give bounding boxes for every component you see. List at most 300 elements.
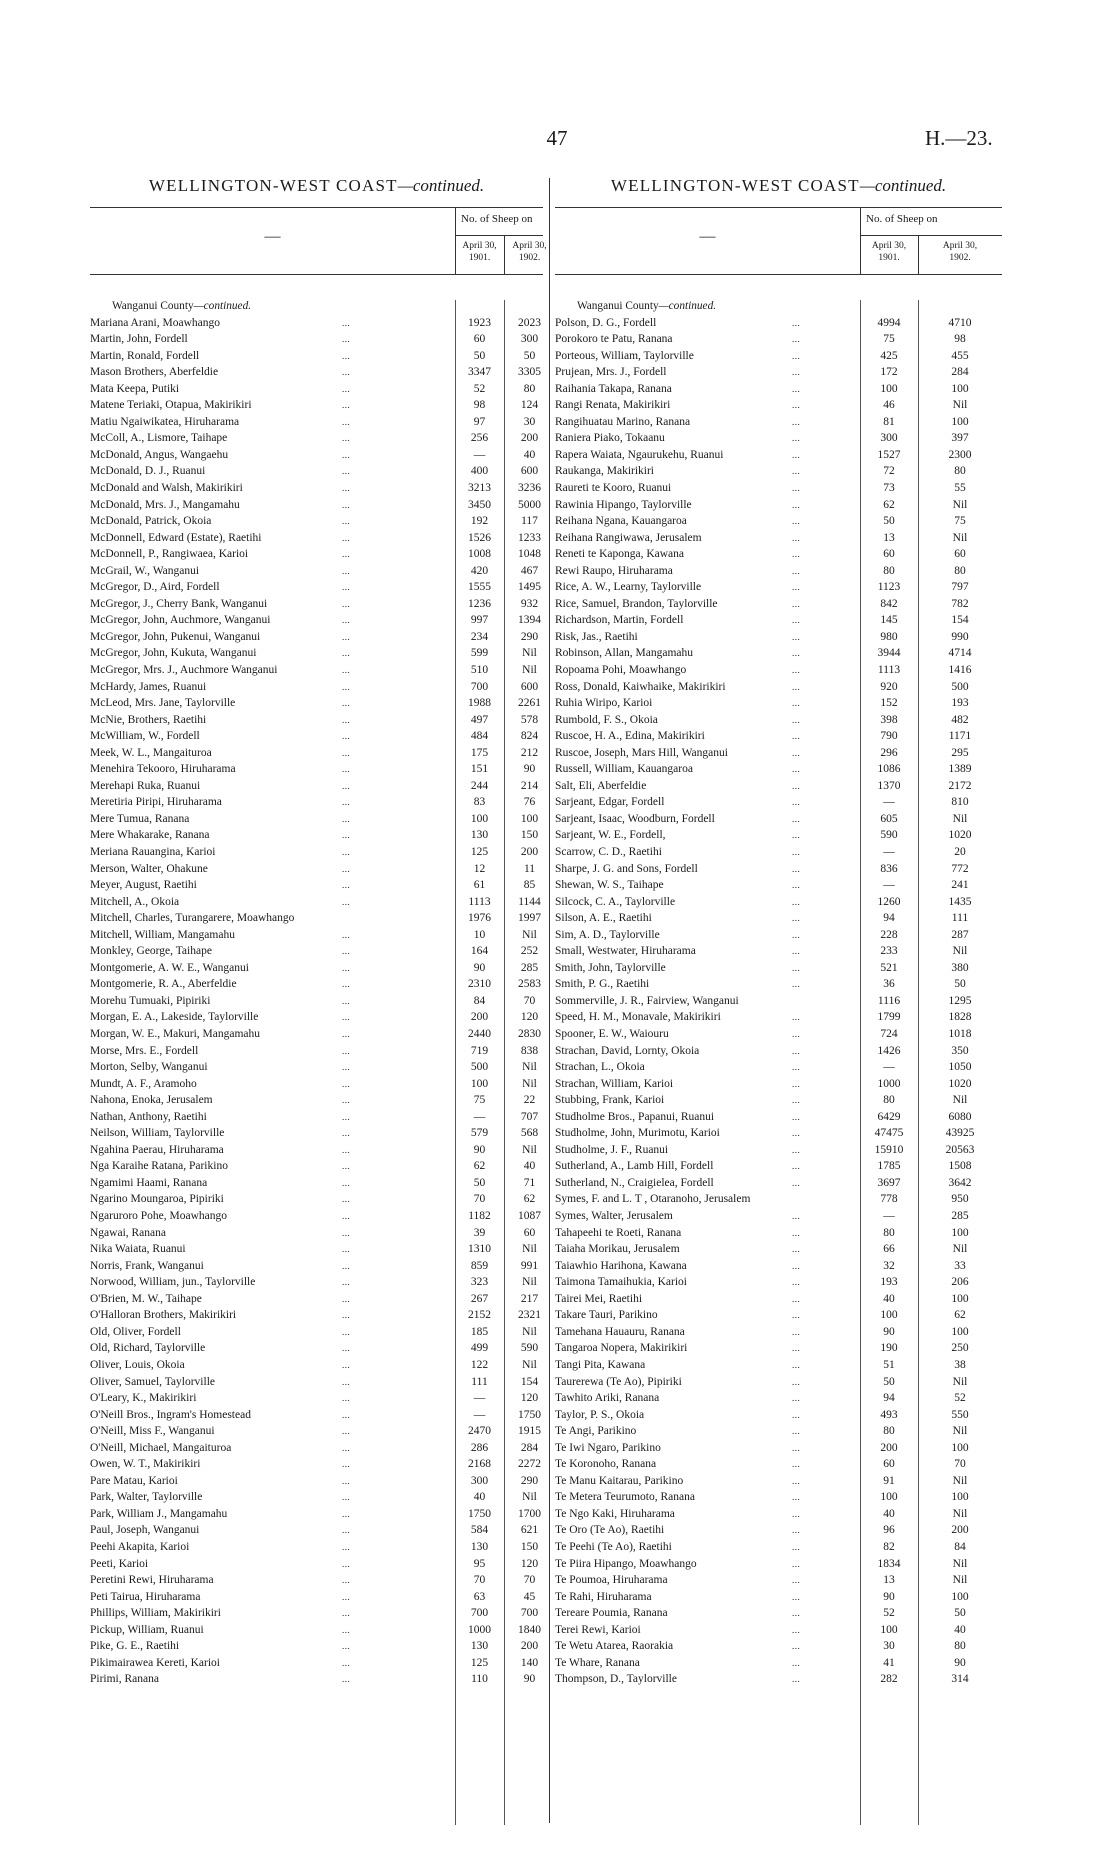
leader-dots: ... <box>342 1128 351 1139</box>
owner-name: Rumbold, F. S., Okoia <box>555 713 658 726</box>
leader-dots: ... <box>792 317 801 328</box>
owner-name: McGregor, D., Aird, Fordell <box>90 581 220 594</box>
owner-name: Rangihuatau Marino, Ranana <box>555 415 691 428</box>
table-row <box>90 463 543 480</box>
sheep-1901: 66 <box>883 1243 895 1256</box>
owner-name: McHardy, James, Ruanui <box>90 680 207 693</box>
sheep-1902: 40 <box>523 1160 536 1173</box>
sheep-1902: 70 <box>954 1458 966 1471</box>
leader-dots: ... <box>792 863 801 874</box>
table-row <box>90 364 543 381</box>
owner-name: Old, Richard, Taylorville <box>90 1342 206 1355</box>
sheep-1902: 1295 <box>948 994 972 1007</box>
sheep-1902: 397 <box>951 432 969 445</box>
leader-dots: ... <box>792 400 801 411</box>
sheep-1902: 200 <box>520 846 539 858</box>
sheep-count-header: No. of Sheep on <box>866 213 938 225</box>
owner-name: McGregor, John, Kukuta, Wanganui <box>90 647 257 660</box>
table-row <box>555 1671 1002 1688</box>
owner-name: Peti Tairua, Hiruharama <box>90 1590 201 1603</box>
sheep-1901: 39 <box>473 1226 486 1239</box>
table-row <box>90 1125 543 1142</box>
sheep-1902: 578 <box>520 713 539 726</box>
sheep-1901: 920 <box>880 680 898 693</box>
leader-dots: ... <box>792 764 801 775</box>
owner-name: Norris, Frank, Wanganui <box>90 1259 204 1272</box>
table-row <box>90 480 543 497</box>
leader-dots: ... <box>792 664 801 675</box>
table-row <box>90 1175 543 1192</box>
leader-dots: ... <box>792 698 801 709</box>
leader-dots: ... <box>342 631 351 642</box>
table-row <box>90 811 543 828</box>
leader-dots: ... <box>792 383 801 394</box>
leader-dots: ... <box>792 433 801 444</box>
table-row <box>555 447 1002 464</box>
sheep-header-rule <box>455 235 543 236</box>
sheep-1902: 71 <box>523 1176 536 1189</box>
table-row <box>90 1423 543 1440</box>
table-row <box>90 1622 543 1639</box>
sheep-1901: 1976 <box>468 912 491 925</box>
owner-name: Rangi Renata, Makirikiri <box>555 399 671 412</box>
owner-name: Smith, P. G., Raetihi <box>555 978 650 991</box>
sheep-1901: 130 <box>470 1640 489 1653</box>
sheep-1901: 164 <box>470 945 489 958</box>
sheep-1902: 120 <box>520 1011 539 1024</box>
owner-name: Te Oro (Te Ao), Raetihi <box>555 1524 665 1537</box>
table-row <box>90 397 543 414</box>
sheep-1902: 455 <box>951 349 969 362</box>
sheep-1901: — <box>883 879 895 892</box>
sheep-1901: 90 <box>473 961 486 974</box>
owner-name: Silcock, C. A., Taylorville <box>555 895 676 908</box>
sheep-1901: 1008 <box>468 548 491 561</box>
table-row <box>555 1208 1002 1225</box>
leader-dots: ... <box>342 1591 351 1602</box>
owner-name: Taiaha Morikau, Jerusalem <box>555 1243 680 1256</box>
owner-name: Small, Westwater, Hiruharama <box>555 945 696 958</box>
leader-dots: ... <box>792 1227 801 1238</box>
sheep-1901: 700 <box>470 1607 489 1620</box>
sheep-1902: 100 <box>951 415 969 428</box>
leader-dots: ... <box>792 1144 801 1155</box>
leader-dots: ... <box>342 1376 351 1387</box>
sheep-1902: 838 <box>520 1044 539 1057</box>
table-row <box>555 331 1002 348</box>
sheep-1901: 32 <box>883 1259 895 1272</box>
sheep-1902: 100 <box>951 382 969 395</box>
sheep-1901: 193 <box>880 1276 898 1289</box>
date-header-1902 <box>918 240 1002 264</box>
sheep-1902: 1144 <box>518 895 541 908</box>
table-row <box>90 761 543 778</box>
table-row <box>555 811 1002 828</box>
sheep-1901: 590 <box>880 829 898 842</box>
sheep-1901: 1113 <box>877 663 901 676</box>
date-header-1901 <box>860 240 918 264</box>
owner-name: Ross, Donald, Kaiwhaike, Makirikiri <box>555 680 726 693</box>
sheep-1902: 1020 <box>948 1077 972 1090</box>
table-row <box>90 1522 543 1539</box>
sheep-1901: 75 <box>473 1094 486 1107</box>
sheep-1901: 63 <box>473 1590 486 1603</box>
sheep-1902: 1416 <box>948 663 972 676</box>
owner-name: Pare Matau, Karioi <box>90 1474 178 1487</box>
owner-name: Ngarino Moungaroa, Pipiriki <box>90 1193 224 1206</box>
sheep-1902: 62 <box>954 1309 966 1322</box>
leader-dots: ... <box>342 1508 351 1519</box>
sheep-1902: 4710 <box>948 316 972 329</box>
owner-name: McGrail, W., Wanganui <box>90 564 200 577</box>
leader-dots: ... <box>342 1393 351 1404</box>
sheep-1902: 467 <box>520 564 539 577</box>
sheep-1902: 600 <box>520 680 539 693</box>
table-row <box>555 976 1002 993</box>
owner-name: Studholme Bros., Papanui, Ruanui <box>555 1110 715 1123</box>
leader-dots: ... <box>342 1492 351 1503</box>
owner-name: Ruscoe, H. A., Edina, Makirikiri <box>555 730 705 743</box>
leader-dots: ... <box>342 615 351 626</box>
name-column-header: — <box>699 228 716 245</box>
sheep-1902: 43925 <box>945 1127 975 1140</box>
table-row <box>90 497 543 514</box>
sheep-1902: 590 <box>520 1342 539 1355</box>
sheep-1901: 100 <box>880 1309 898 1322</box>
owner-name: Merson, Walter, Ohakune <box>90 862 208 875</box>
owner-name: Montgomerie, R. A., Aberfeldie <box>90 978 237 991</box>
sheep-1902: 55 <box>954 481 966 494</box>
leader-dots: ... <box>342 880 351 891</box>
owner-name: Russell, William, Kauangaroa <box>555 763 693 776</box>
table-row <box>555 414 1002 431</box>
leader-dots: ... <box>792 1260 801 1271</box>
owner-name: Rawinia Hipango, Taylorville <box>555 498 692 511</box>
owner-name: Mitchell, Charles, Turangarere, Moawhango <box>90 912 295 925</box>
table-row <box>90 1291 543 1308</box>
sheep-1902: Nil <box>952 1425 968 1438</box>
table-row <box>555 745 1002 762</box>
sheep-1902: 250 <box>951 1342 969 1355</box>
sheep-1902: 80 <box>954 564 966 577</box>
table-row <box>90 1191 543 1208</box>
sheep-1901: 96 <box>883 1524 895 1537</box>
sheep-1901: 130 <box>470 1540 489 1553</box>
owner-name: Takare Tauri, Parikino <box>555 1309 658 1322</box>
table-row <box>555 513 1002 530</box>
sheep-1902: 52 <box>954 1392 966 1405</box>
owner-name: Raukanga, Makirikiri <box>555 465 655 478</box>
sheep-1902: 314 <box>951 1673 969 1686</box>
sheep-1902: 140 <box>520 1656 539 1669</box>
table-row <box>90 1158 543 1175</box>
owner-name: Te Poumoa, Hiruharama <box>555 1574 668 1587</box>
leader-dots: ... <box>792 1674 801 1685</box>
sheep-table <box>555 298 1002 1688</box>
section-heading <box>555 298 1002 315</box>
sheep-1901: 60 <box>473 333 486 346</box>
table-row <box>90 381 543 398</box>
table-row <box>555 1026 1002 1043</box>
table-row <box>555 844 1002 861</box>
table-row <box>555 1175 1002 1192</box>
sheep-1901: 233 <box>880 945 898 958</box>
sheep-1901: 47475 <box>874 1127 904 1140</box>
sheep-1901: 200 <box>880 1441 898 1454</box>
sheep-1901: 50 <box>883 515 895 528</box>
leader-dots: ... <box>342 383 351 394</box>
leader-dots: ... <box>792 1426 801 1437</box>
sheep-1901: 90 <box>883 1325 895 1338</box>
sheep-1902: 38 <box>954 1358 966 1371</box>
owner-name: McDonald and Walsh, Makirikiri <box>90 481 243 494</box>
sheep-1902: 772 <box>951 862 969 875</box>
sheep-1902: 241 <box>951 879 969 892</box>
sheep-1902: 1018 <box>948 1028 972 1041</box>
leader-dots: ... <box>342 863 351 874</box>
date-line: April 30, <box>942 241 978 251</box>
leader-dots: ... <box>792 813 801 824</box>
sheep-1902: 1750 <box>518 1408 541 1421</box>
table-row <box>555 430 1002 447</box>
leader-dots: ... <box>342 565 351 576</box>
owner-name: Mariana Arani, Moawhango <box>90 316 220 329</box>
section-heading <box>90 298 543 315</box>
table-row <box>555 546 1002 563</box>
owner-name: Reneti te Kaponga, Kawana <box>555 548 685 561</box>
sheep-1902: 350 <box>951 1044 969 1057</box>
owner-name: Pike, G. E., Raetihi <box>90 1640 180 1653</box>
table-row <box>555 1191 1002 1208</box>
owner-name: Te Iwi Ngaro, Parikino <box>555 1441 661 1454</box>
sheep-1902: Nil <box>522 1325 537 1338</box>
sheep-1901: 1113 <box>468 895 491 908</box>
table-row <box>90 1225 543 1242</box>
sheep-1902: 100 <box>951 1325 969 1338</box>
sheep-1902: 217 <box>520 1292 539 1305</box>
sheep-1901: 1123 <box>877 581 901 594</box>
owner-name: Peretini Rewi, Hiruharama <box>90 1574 214 1587</box>
sheep-1901: 62 <box>473 1160 486 1173</box>
table-row <box>555 381 1002 398</box>
sheep-1902: Nil <box>522 647 537 660</box>
table-row <box>555 695 1002 712</box>
sheep-count-header: No. of Sheep on <box>461 213 533 225</box>
sheep-1901: 91 <box>883 1474 895 1487</box>
table-row <box>555 993 1002 1010</box>
sheep-1902: 120 <box>520 1392 539 1405</box>
sheep-1902: 2300 <box>948 448 972 461</box>
sheep-1901: 510 <box>470 663 489 676</box>
owner-name: Martin, John, Fordell <box>90 333 188 346</box>
date-header-1901 <box>455 240 504 264</box>
sheep-1902: 621 <box>520 1524 539 1537</box>
table-row <box>90 1440 543 1457</box>
sheep-1901: 98 <box>473 399 486 412</box>
owner-name: Tangi Pita, Kawana <box>555 1358 646 1371</box>
leader-dots: ... <box>342 979 351 990</box>
name-column-header: — <box>264 228 281 245</box>
owner-name: Oliver, Samuel, Taylorville <box>90 1375 215 1388</box>
sheep-1901: 4994 <box>877 316 901 329</box>
leader-dots: ... <box>342 532 351 543</box>
leader-dots: ... <box>342 433 351 444</box>
leader-dots: ... <box>342 1095 351 1106</box>
sheep-1902: 6080 <box>948 1110 972 1123</box>
table-row <box>90 1556 543 1573</box>
owner-name: Strachan, David, Lornty, Okoia <box>555 1044 700 1057</box>
date-line: 1902. <box>518 253 541 263</box>
leader-dots: ... <box>342 516 351 527</box>
sheep-1902: 482 <box>951 713 969 726</box>
sheep-1901: 1182 <box>468 1210 491 1223</box>
owner-name: Sommerville, J. R., Fairview, Wanganui <box>555 994 739 1007</box>
sheep-1902: Nil <box>952 399 968 412</box>
sheep-1902: 600 <box>520 465 539 478</box>
owner-name: Morehu Tumuaki, Pipiriki <box>90 994 211 1007</box>
sheep-1902: Nil <box>952 531 968 544</box>
sheep-1901: 172 <box>880 366 898 379</box>
table-row <box>555 1473 1002 1490</box>
leader-dots: ... <box>342 714 351 725</box>
leader-dots: ... <box>792 1624 801 1635</box>
owner-name: Mata Keepa, Putiki <box>90 382 180 395</box>
leader-dots: ... <box>792 1161 801 1172</box>
leader-dots: ... <box>792 1492 801 1503</box>
table-row <box>555 1407 1002 1424</box>
sheep-1901: 62 <box>883 498 895 511</box>
owner-name: Paul, Joseph, Wanganui <box>90 1524 200 1537</box>
leader-dots: ... <box>792 1591 801 1602</box>
sheep-1902: 150 <box>520 1540 539 1553</box>
column-title: WELLINGTON-WEST COAST—continued. <box>148 176 485 195</box>
sheep-1901: 484 <box>470 730 489 743</box>
owner-name: Studholme, J. F., Ruanui <box>555 1143 669 1156</box>
owner-name: Salt, Eli, Aberfeldie <box>555 779 647 792</box>
sheep-1901: 100 <box>880 382 898 395</box>
owner-name: Ropoama Pohi, Moawhango <box>555 663 687 676</box>
leader-dots: ... <box>792 1111 801 1122</box>
owner-name: O'Brien, M. W., Taihape <box>90 1292 202 1305</box>
table-row <box>90 1043 543 1060</box>
owner-name: Sim, A. D., Taylorville <box>555 928 660 941</box>
sheep-1902: 782 <box>951 597 969 610</box>
owner-name: Tairei Mei, Raetihi <box>555 1292 643 1305</box>
sheep-1902: 206 <box>951 1276 969 1289</box>
table-row <box>90 1407 543 1424</box>
owner-name: Richardson, Martin, Fordell <box>555 614 684 627</box>
leader-dots: ... <box>342 1260 351 1271</box>
table-row <box>555 662 1002 679</box>
sheep-1901: 50 <box>473 349 486 362</box>
sheep-1901: — <box>473 1110 486 1123</box>
table-row <box>555 1307 1002 1324</box>
sheep-1901: 1116 <box>877 994 901 1007</box>
sheep-1901: 125 <box>470 846 489 858</box>
table-row <box>90 960 543 977</box>
leader-dots: ... <box>342 1442 351 1453</box>
sheep-1901: 700 <box>470 680 489 693</box>
sheep-1901: 15910 <box>874 1143 904 1156</box>
leader-dots: ... <box>792 1343 801 1354</box>
owner-name: Rice, A. W., Learny, Taylorville <box>555 581 702 594</box>
leader-dots: ... <box>342 1641 351 1652</box>
sheep-1901: 80 <box>883 1425 895 1438</box>
leader-dots: ... <box>792 1062 801 1073</box>
table-row <box>90 976 543 993</box>
sheep-1901: 1310 <box>468 1243 491 1256</box>
sheep-1902: 1828 <box>948 1011 972 1024</box>
date-line: April 30, <box>512 241 547 251</box>
owner-name: Neilson, William, Taylorville <box>90 1127 225 1140</box>
leader-dots: ... <box>342 896 351 907</box>
owner-name: Raniera Piako, Tokaanu <box>555 432 665 445</box>
leader-dots: ... <box>792 1641 801 1652</box>
sheep-1901: 94 <box>883 1392 895 1405</box>
owner-name: Merehapi Ruka, Ruanui <box>90 779 201 792</box>
owner-name: Sarjeant, W. E., Fordell, <box>555 829 666 842</box>
leader-dots: ... <box>342 731 351 742</box>
table-row <box>555 761 1002 778</box>
sheep-1902: 117 <box>521 515 538 528</box>
sheep-1901: 1370 <box>877 779 901 792</box>
leader-dots: ... <box>342 466 351 477</box>
sheep-1901: — <box>883 846 895 858</box>
owner-name: McDonald, D. J., Ruanui <box>90 465 206 478</box>
sheep-1902: Nil <box>522 1491 537 1504</box>
table-row <box>90 645 543 662</box>
owner-name: Tawhito Ariki, Ranana <box>555 1392 660 1405</box>
sheep-1902: 150 <box>520 829 539 842</box>
owner-name: McDonald, Mrs. J., Mangamahu <box>90 498 240 511</box>
leader-dots: ... <box>342 350 351 361</box>
sheep-1901: 73 <box>883 481 895 494</box>
sheep-1901: 1236 <box>468 597 491 610</box>
sheep-1901: 425 <box>880 349 898 362</box>
owner-name: Ngaruroro Pohe, Moawhango <box>90 1210 228 1223</box>
leader-dots: ... <box>792 631 801 642</box>
sheep-1901: 80 <box>883 564 895 577</box>
sheep-1902: 154 <box>951 614 969 627</box>
sheep-1902: 60 <box>523 1226 536 1239</box>
leader-dots: ... <box>342 582 351 593</box>
table-row <box>90 563 543 580</box>
sheep-1902: 100 <box>951 1292 969 1305</box>
table-row <box>90 579 543 596</box>
table-row <box>90 1142 543 1159</box>
leader-dots: ... <box>792 598 801 609</box>
owner-name: Scarrow, C. D., Raetihi <box>555 846 662 858</box>
column-title: WELLINGTON-WEST COAST—continued. <box>610 176 947 195</box>
leader-dots: ... <box>342 1608 351 1619</box>
table-row <box>555 1589 1002 1606</box>
owner-name: Taimona Tamaihukia, Karioi <box>555 1276 687 1289</box>
sheep-1901: 40 <box>883 1507 895 1520</box>
owner-name: Meek, W. L., Mangaituroa <box>90 746 212 759</box>
table-row <box>555 463 1002 480</box>
owner-name: Risk, Jas., Raetihi <box>555 630 638 643</box>
sheep-1901: 234 <box>470 630 489 643</box>
owner-name: McGregor, John, Pukenui, Wanganui <box>90 630 261 643</box>
owner-name: Meyer, August, Raetihi <box>90 879 197 892</box>
leader-dots: ... <box>342 847 351 857</box>
sheep-1902: 550 <box>951 1408 969 1421</box>
sheep-1901: 50 <box>473 1176 486 1189</box>
leader-dots: ... <box>792 1575 801 1586</box>
owner-name: Sharpe, J. G. and Sons, Fordell <box>555 862 698 875</box>
leader-dots: ... <box>792 1376 801 1387</box>
sheep-1902: 285 <box>951 1210 969 1223</box>
